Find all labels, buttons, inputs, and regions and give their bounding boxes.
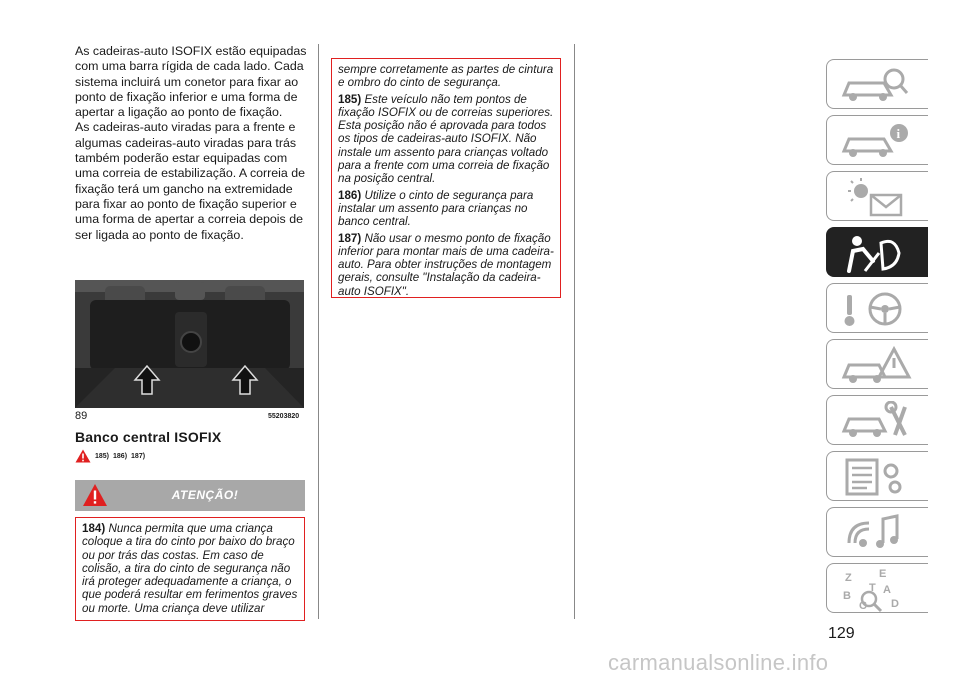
cargo-area-illustration: [75, 280, 304, 408]
warning-number: 186): [338, 188, 362, 202]
car-dashboard-icon: [839, 65, 919, 105]
emergency-icon: [839, 345, 919, 385]
warning-text: Este veículo não tem pontos de fixação ISOFIX ou de correias superiores. Esta posição não é aprovada para todos os tipos de cadeiras-auto ISOFIX. Não instale um assento para crianças voltado para a frente com uma correia de fixação na posição central.: [338, 92, 554, 186]
section-title: Banco central ISOFIX: [75, 429, 222, 445]
intro-paragraph-1: As cadeiras-auto ISOFIX estão equipadas com uma barra rígida de cada lado. Cada sistema incluirá um conetor para fixar ao ponto de fixação inferior e uma forma de apertar a ligação ao ponto de fixação.: [75, 44, 307, 120]
warning-triangle-icon: [75, 449, 91, 463]
tab-emergency[interactable]: [826, 339, 928, 389]
multimedia-icon: [839, 513, 919, 553]
tab-safety[interactable]: [826, 227, 928, 277]
tab-getting-to-know[interactable]: [826, 115, 928, 165]
car-info-icon: [839, 121, 919, 161]
warning-lights-icon: [839, 177, 919, 217]
column-divider: [574, 44, 575, 619]
warning-header: [75, 480, 305, 511]
warning-box-184: [75, 517, 305, 621]
index-letter: Z: [845, 572, 852, 584]
index-letter: A: [883, 584, 891, 596]
warning-text: Não usar o mesmo ponto de fixação inferior para montar mais de uma cadeira-auto. Para obter instruções de montagem gerais, consulte "Instalação da cadeira-auto ISOFIX".: [338, 231, 554, 298]
ref-185[interactable]: 185): [95, 452, 110, 460]
page-number: 129: [828, 625, 855, 642]
tab-multimedia[interactable]: [826, 507, 928, 557]
warning-text: Nunca permita que uma criança coloque a tira do cinto por baixo do braço ou por trás das costas. Em caso de colisão, a tira do cinto de segurança não irá proteger adequadamente a criança, o que poderá resultar em ferimentos graves ou morte. Uma criança deve utilizar: [82, 522, 298, 615]
warning-number: 185): [338, 92, 362, 106]
index-letter: D: [891, 598, 899, 610]
index-letter: C: [859, 600, 867, 612]
watermark: carmanualsonline.info: [608, 650, 829, 675]
ref-187[interactable]: 187): [131, 452, 146, 460]
warning-box-continued: [331, 58, 561, 298]
maintenance-icon: [839, 401, 919, 441]
tab-technical-data[interactable]: [826, 451, 928, 501]
index-letter: T: [869, 582, 876, 594]
figure-number: 89: [75, 410, 88, 422]
intro-paragraph-2: As cadeiras-auto viradas para a frente e algumas cadeiras-auto viradas para trás também poderão estar equipadas com uma correia de estabilização. A correia de fixação terá um gancho na extremidade para fixar ao ponto de fixação superior e uma forma de apertar a correia depois de ser ligada ao ponto de fixação.: [75, 120, 306, 242]
warning-number: 184): [82, 522, 106, 535]
column-divider: [318, 44, 319, 619]
warning-text: Utilize o cinto de segurança para instalar um assento para crianças no banco central.: [338, 188, 534, 229]
safety-airbag-icon: [839, 233, 919, 273]
svg-text:i: i: [896, 126, 901, 141]
tab-index[interactable]: [826, 563, 928, 613]
technical-data-icon: [839, 457, 919, 497]
index-letter: E: [879, 569, 887, 580]
tab-dashboard[interactable]: [826, 59, 928, 109]
figure-code: 55203820: [268, 413, 300, 420]
warning-number: 187): [338, 231, 362, 245]
index-icon: [839, 569, 919, 613]
tab-maintenance[interactable]: [826, 395, 928, 445]
warning-references: [75, 448, 145, 464]
tab-starting-driving[interactable]: [826, 283, 928, 333]
intro-text: [75, 44, 307, 243]
isofix-photo: [75, 280, 304, 408]
warning-label: ATENÇÃO!: [171, 488, 239, 502]
tab-warning-lights[interactable]: [826, 171, 928, 221]
ref-186[interactable]: 186): [113, 452, 128, 460]
starting-driving-icon: [839, 289, 919, 329]
index-letter: B: [843, 590, 851, 602]
warning-continued-text: sempre corretamente as partes de cintura e ombro do cinto de segurança.: [338, 63, 554, 90]
